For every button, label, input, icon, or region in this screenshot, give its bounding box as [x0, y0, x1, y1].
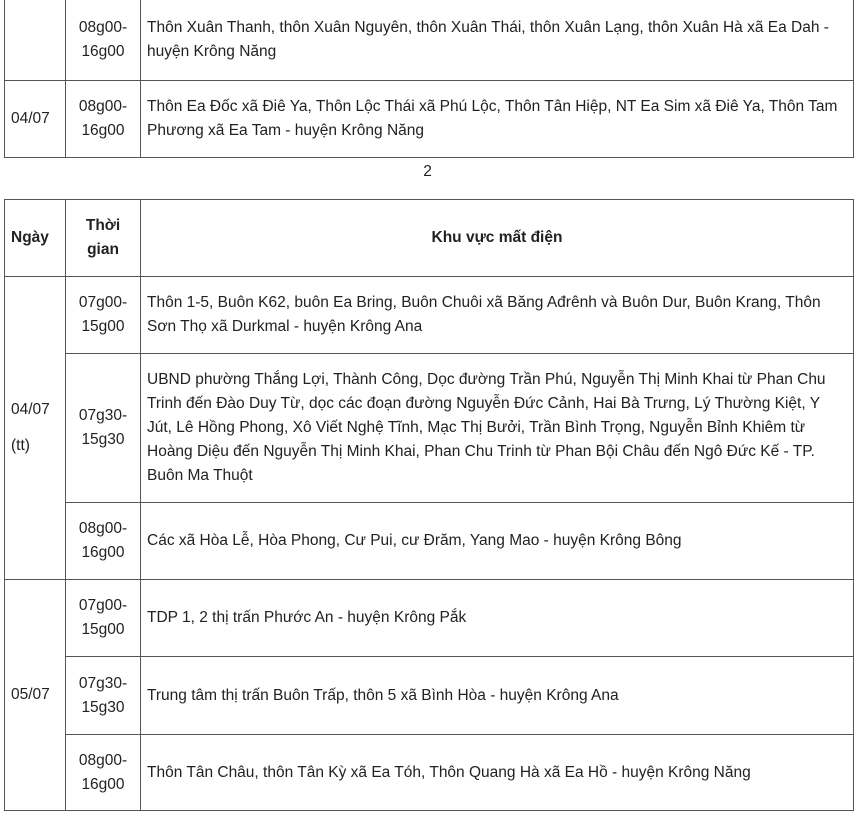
day-cell: [5, 277, 66, 580]
table-row: [5, 580, 854, 657]
area-cell: Thôn Xuân Thanh, thôn Xuân Nguyên, thôn Xuân Thái, thôn Xuân Lạng, thôn Xuân Hà xã Ea Dah - huyện Krông Năng: [141, 0, 854, 81]
time-cell: 08g00- 16g00: [66, 0, 141, 81]
area-cell: Thôn Tân Châu, thôn Tân Kỳ xã Ea Tóh, Thôn Quang Hà xã Ea Hồ - huyện Krông Năng: [141, 735, 854, 811]
table-row: [5, 0, 854, 81]
time-cell: 07g00- 15g00: [66, 277, 141, 354]
area-cell: Các xã Hòa Lễ, Hòa Phong, Cư Pui, cư Đrăm, Yang Mao - huyện Krông Bông: [141, 503, 854, 580]
table-row: [5, 657, 854, 735]
area-cell: UBND phường Thắng Lợi, Thành Công, Dọc đường Trần Phú, Nguyễn Thị Minh Khai từ Phan Chu Trinh đến Đào Duy Từ, dọc các đoạn đường Nguyễn Đức Cảnh, Hai Bà Trưng, Lý Thường Kiệt, Y Jút, Lê Hồng Phong, Xô Viết Nghệ Tĩnh, Mạc Thị Bưởi, Trần Bình Trọng, Nguyễn Bỉnh Khiêm từ Hoàng Diệu đến Nguyễn Thị Minh Khai, Phan Chu Trinh từ Phan Bội Châu đến Ngô Đức Kế - TP. Buôn Ma Thuột: [141, 354, 854, 503]
outage-table-continued: [4, 0, 854, 158]
area-cell: TDP 1, 2 thị trấn Phước An - huyện Krông Pắk: [141, 580, 854, 657]
day-continued-label: (tt): [11, 437, 30, 454]
table-header-row: [5, 200, 854, 277]
header-time: Thời gian: [66, 200, 141, 277]
table-row: [5, 277, 854, 354]
area-cell: Thôn Ea Đốc xã Điê Ya, Thôn Lộc Thái xã Phú Lộc, Thôn Tân Hiệp, NT Ea Sim xã Điê Ya, Thôn Tam Phương xã Ea Tam - huyện Krông Năng: [141, 81, 854, 158]
table-row: [5, 503, 854, 580]
time-cell: 07g30- 15g30: [66, 354, 141, 503]
time-cell: 08g00- 16g00: [66, 735, 141, 811]
time-cell: 08g00- 16g00: [66, 81, 141, 158]
time-cell: 08g00- 16g00: [66, 503, 141, 580]
header-area: Khu vực mất điện: [141, 200, 854, 277]
area-cell: Thôn 1-5, Buôn K62, buôn Ea Bring, Buôn Chuôi xã Băng Ađrênh và Buôn Dur, Buôn Krang, Thôn Sơn Thọ xã Durkmal - huyện Krông Ana: [141, 277, 854, 354]
day-cell: 04/07: [5, 81, 66, 158]
time-cell: 07g00- 15g00: [66, 580, 141, 657]
page-number: 2: [423, 163, 432, 180]
outage-table: [4, 199, 854, 811]
table-row: [5, 354, 854, 503]
header-day: Ngày: [5, 200, 66, 277]
table-row: [5, 81, 854, 158]
day-value: 04/07: [11, 401, 50, 418]
day-value: 05/07: [11, 686, 50, 703]
table-row: [5, 735, 854, 811]
area-cell: Trung tâm thị trấn Buôn Trấp, thôn 5 xã Bình Hòa - huyện Krông Ana: [141, 657, 854, 735]
day-cell: [5, 0, 66, 81]
time-cell: 07g30- 15g30: [66, 657, 141, 735]
day-cell: [5, 580, 66, 811]
